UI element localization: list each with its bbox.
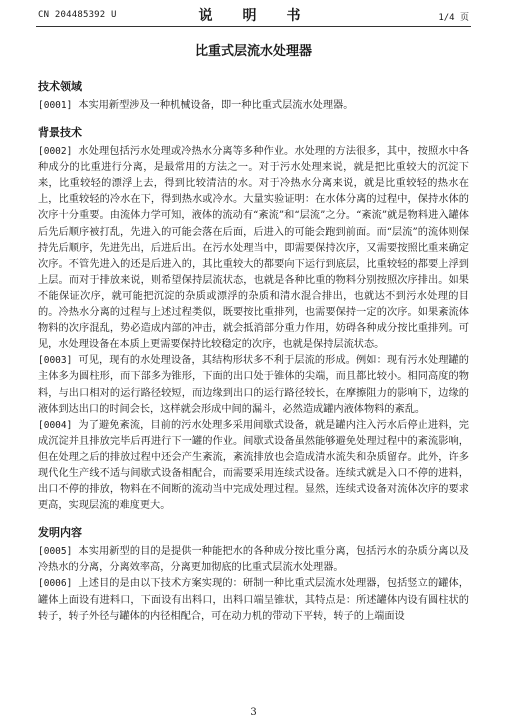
- paragraph: [38, 353, 469, 417]
- publication-number: CN 204485392 U: [38, 10, 117, 20]
- section-heading: 技术领域: [38, 80, 82, 93]
- paragraph: [38, 144, 469, 353]
- paragraph: [38, 98, 469, 114]
- paragraph: [38, 576, 469, 624]
- section-summary: [38, 524, 469, 624]
- paragraph-number: [0002]: [38, 146, 73, 158]
- document-body: [38, 40, 469, 625]
- paragraph-text: 为了避免紊流，目前的污水处理多采用间歇式设备，就是罐内注入污水后停止进料，完成沉淀并且排放完毕后再进行下一罐的作业。间歇式设备虽然能够避免处理过程中的紊流影响，但在处理之后的排放过程中还会产生紊流，紊流排放也会造成清水流失和杂质留存。此外，许多现代化生产线不适与间歇式设备相配合，而需要采用连续式设备。连续式就是入口不停的进料，出口不停的排放，物料在不间断的流动当中完成处理过程。显然，连续式设备对流体次序的要求更高，实现层流的难度更大。: [38, 419, 469, 512]
- section-technical-field: [38, 78, 469, 114]
- paragraph: [38, 418, 469, 515]
- paragraph-text: 可见，现有的水处理设备，其结构形状多不利于层流的形成。例如：现有污水处理罐的主体多为圆柱形，而下部多为锥形，下面的出口处于锥体的尖端，而且都比较小。相同高度的物料，与出口相对的运行路径较短，而边缘到出口的运行路径较长，在摩擦阻力的影响下，边缘的液体到达出口的时间会长，这样就会形成中间的漏斗，必然造成罐内液体物料的紊乱。: [38, 355, 469, 415]
- paragraph-text: 本实用新型涉及一种机械设备，即一种比重式层流水处理器。: [78, 100, 354, 111]
- paragraph-number: [0001]: [38, 100, 73, 111]
- section-heading: 背景技术: [38, 126, 82, 140]
- paragraph-number: [0004]: [38, 419, 73, 431]
- section-heading: 发明内容: [38, 526, 82, 540]
- paragraph-number: [0006]: [38, 578, 73, 590]
- paragraph-number: [0005]: [38, 546, 73, 558]
- page-indicator: 1/4 页: [438, 13, 469, 23]
- paragraph-text: 水处理包括污水处理或冷热水分离等多种作业。水处理的方法很多，其中，按照水中各种成分的比重进行分离，是最常用的方法之一。对于污水处理来说，就是把比重较大的沉淀下来，比重较轻的漂浮上去，得到比较清洁的水。对于冷热水分离来说，就是比重较轻的热水在上，比重较轻的冷水在下，得到热水或冷水。大量实验证明：在水体分离的过程中，保持水体的次序十分重要。由流体力学可知，液体的流动有“紊流”和“层流”之分。“紊流”就是物料进入罐体后先后顺序被打乱，先进入的可能会落在后面，后进入的可能会跑到前面。而“层流”的流体则保持先后顺序，先进先出，后进后出。在污水处理当中，即需要保持次序，又需要按照比重来确定次序。不管先进入的还是后进入的，其比重较大的都要向下运行到底层，比重较轻的都要上浮到上层。而对于排放来说，则希望保持层流状态，也就是各种比重的物料分别按照次序排出。如果不能保证次序，就可能把沉淀的杂质或漂浮的杂质和清水混合排出，也就达不到污水处理的目的。冷热水分离的过程与上述过程类似，既要按比重排列，也需要保持一定的次序。如果紊流体物料的次序混乱，势必造成内部的冲击，就会抵消部分重力作用，妨碍各种成分按比重排列。可见，水处理设备在本质上更需要保持比较稳定的次序，也就是保持层流状态。: [38, 146, 469, 351]
- header-divider: [36, 26, 471, 27]
- paragraph-number: [0003]: [38, 355, 73, 367]
- paragraph: [38, 544, 469, 576]
- document-type-title: 说 明 书: [198, 8, 309, 24]
- section-background-art: [38, 124, 469, 514]
- document-title: 比重式层流水处理器: [194, 44, 312, 59]
- paragraph-text: 上述目的是由以下技术方案实现的：研制一种比重式层流水处理器，包括竖立的罐体，罐体上面设有进料口，下面设有出料口，出料口端呈锥状，其特点是：所述罐体内设有圆柱状的转子，转子外径与罐体的内径相配合，可在动力机的带动下平转，转子的上端面设: [38, 578, 469, 622]
- page-number: 3: [250, 707, 257, 718]
- paragraph-text: 本实用新型的目的是提供一种能把水的各种成分按比重分离，包括污水的杂质分离以及冷热水的分离，分离效率高，分离更加彻底的比重式层流水处理器。: [38, 546, 469, 574]
- page-header: [0, 0, 507, 28]
